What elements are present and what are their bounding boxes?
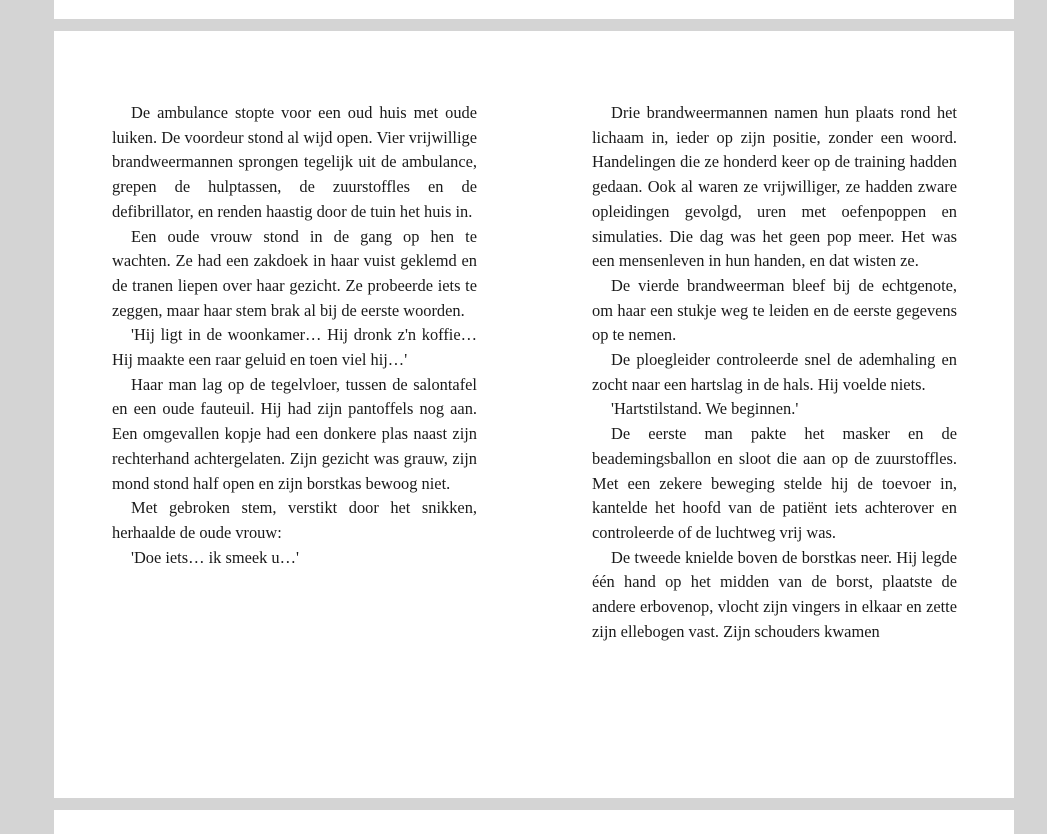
paragraph: Drie brandweermannen namen hun plaats rond het lichaam in, ieder op zijn positie, zonder een woord. Handelingen die ze honderd keer op de training hadden gedaan. Ook al waren ze vrijwilliger, ze hadden zware opleidingen gevolgd, uren met oefenpoppen en simulaties. Die dag was het geen pop meer. Het was een mensenleven in hun handen, en dat wisten ze. (592, 103, 957, 271)
paragraph: De tweede knielde boven de borstkas neer. Hij legde één hand op het midden van de borst, plaatste de andere erbovenop, vlocht zijn vingers in elkaar en zette zijn ellebogen vast. Zijn schouders kwamen (592, 547, 957, 641)
paragraph: De vierde brandweerman bleef bij de echtgenote, om haar een stukje weg te leiden en de eerste gegevens op te nemen. (592, 275, 957, 345)
paragraph: Haar man lag op de tegelvloer, tussen de salontafel en een oude fauteuil. Hij had zijn pantoffels nog aan. Een omgevallen kopje had een donkere plas naast zijn rechterhand achtergelaten. Zijn gezicht was grauw, zijn mond stond half open en zijn borstkas bewoog niet. (112, 374, 477, 493)
left-text-column (112, 101, 477, 570)
paragraph: 'Hij ligt in de woonkamer… Hij dronk z'n koffie… Hij maakte een raar geluid en toen viel hij…' (112, 325, 477, 370)
next-page (54, 810, 1014, 834)
paragraph: De ploegleider controleerde snel de ademhaling en zocht naar een hartslag in de hals. Hij voelde niets. (592, 350, 957, 394)
right-text-column (592, 101, 957, 644)
paragraph: De ambulance stopte voor een oud huis met oude luiken. De voordeur stond al wijd open. Vier vrijwillige brandweermannen sprongen tegelijk uit de ambulance, grepen de hulptassen, de zuurstoffles en de defibrillator, en renden haastig door de tuin het huis in. (112, 103, 477, 221)
paragraph: 'Doe iets… ik smeek u…' (131, 547, 299, 567)
paragraph: De eerste man pakte het masker en de beademingsballon en sloot die aan op de zuurstoffles. Met een zekere beweging stelde hij de toevoer in, kantelde het hoofd van de patiënt iets achterover en controleerde of de luchtweg vrij was. (592, 424, 957, 542)
previous-page (54, 0, 1014, 19)
paragraph: 'Hartstilstand. We beginnen.' (611, 399, 799, 419)
paragraph: Met gebroken stem, verstikt door het snikken, herhaalde de oude vrouw: (112, 498, 477, 542)
paragraph: Een oude vrouw stond in de gang op hen te wachten. Ze had een zakdoek in haar vuist geklemd en de tranen liepen over haar gezicht. Ze probeerde iets te zeggen, maar haar stem brak al bij de eerste woorden. (112, 226, 477, 320)
